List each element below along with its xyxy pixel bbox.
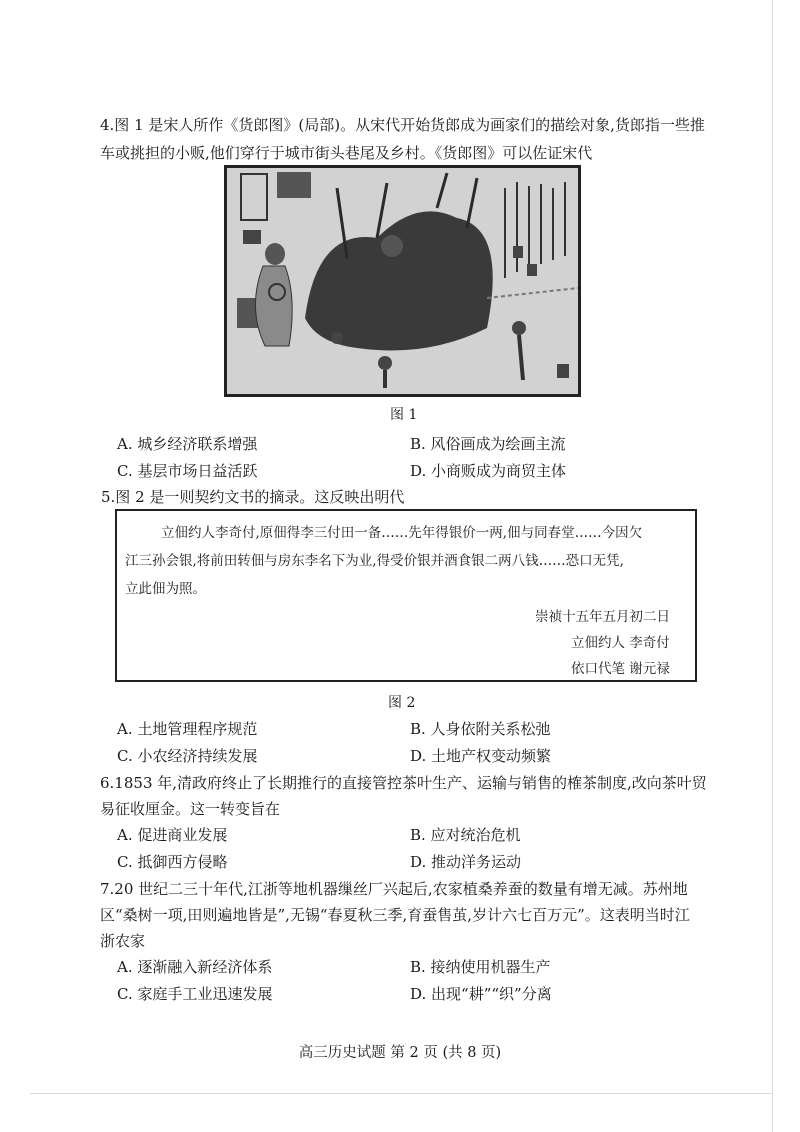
q5-option-c[interactable]: C. 小农经济持续发展: [117, 747, 258, 765]
q5-option-d[interactable]: D. 土地产权变动频繁: [410, 747, 552, 765]
contract-excerpt-box: [115, 509, 697, 682]
scan-edge-line: [30, 1093, 772, 1094]
q6-option-d[interactable]: D. 推动洋务运动: [410, 853, 522, 871]
q6-stem-line: 易征收厘金。这一转变旨在: [100, 800, 281, 818]
contract-text-line: 立此佃为照。: [125, 581, 206, 597]
q4-stem-line: 4.图 1 是宋人所作《货郎图》(局部)。从宋代开始货郎成为画家们的描绘对象,货郎指一些推: [100, 116, 705, 134]
q7-option-c[interactable]: C. 家庭手工业迅速发展: [117, 985, 273, 1003]
huolang-painting-image: [227, 168, 578, 394]
q7-stem-line: 浙农家: [100, 932, 146, 950]
contract-text-line: 立佃约人李奇付,原佃得李三付田一备……先年得银价一两,佃与同春堂……今因欠: [161, 525, 643, 541]
contract-date: 崇祯十五年五月初二日: [535, 609, 670, 625]
q4-option-d[interactable]: D. 小商贩成为商贸主体: [410, 462, 567, 480]
q7-stem-line: 区“桑树一项,田则遍地皆是”,无锡“春夏秋三季,育蚕售茧,岁计六七百万元”。这表明当时江: [100, 906, 690, 924]
q5-stem-line: 5.图 2 是一则契约文书的摘录。这反映出明代: [101, 488, 405, 506]
q7-option-a[interactable]: A. 逐渐融入新经济体系: [117, 958, 273, 976]
q4-option-c[interactable]: C. 基层市场日益活跃: [117, 462, 258, 480]
q7-option-b[interactable]: B. 接纳使用机器生产: [410, 958, 551, 976]
q7-stem-line: 7.20 世纪二三十年代,江浙等地机器缫丝厂兴起后,农家植桑养蚕的数量有增无减。苏州地: [100, 880, 688, 898]
page-footer: 高三历史试题 第 2 页 (共 8 页): [298, 1045, 502, 1061]
huolang-painting-figure: [224, 165, 581, 397]
q4-option-b[interactable]: B. 风俗画成为绘画主流: [410, 435, 566, 453]
scan-edge-line: [772, 0, 773, 1132]
q7-option-d[interactable]: D. 出现“耕”“织”分离: [410, 985, 552, 1003]
q4-option-a[interactable]: A. 城乡经济联系增强: [117, 435, 258, 453]
q5-option-a[interactable]: A. 土地管理程序规范: [117, 720, 258, 738]
contract-signer: 立佃约人 李奇付: [571, 635, 670, 651]
q6-option-a[interactable]: A. 促进商业发展: [117, 826, 228, 844]
q6-stem-line: 6.1853 年,清政府终止了长期推行的直接管控茶叶生产、运输与销售的榷茶制度,改向茶叶贸: [100, 774, 707, 792]
q6-option-b[interactable]: B. 应对统治危机: [410, 826, 521, 844]
figure-1-caption: 图 1: [390, 407, 418, 423]
contract-text-line: 江三孙会银,将前田转佃与房东李名下为业,得受价银并酒食银二两八钱……恐口无凭,: [125, 553, 624, 569]
figure-2-caption: 图 2: [388, 695, 416, 711]
q6-option-c[interactable]: C. 抵御西方侵略: [117, 853, 228, 871]
contract-scribe: 依口代笔 谢元禄: [571, 661, 670, 677]
q5-option-b[interactable]: B. 人身依附关系松弛: [410, 720, 551, 738]
q4-stem-line: 车或挑担的小贩,他们穿行于城市街头巷尾及乡村。《货郎图》可以佐证宋代: [100, 144, 593, 162]
